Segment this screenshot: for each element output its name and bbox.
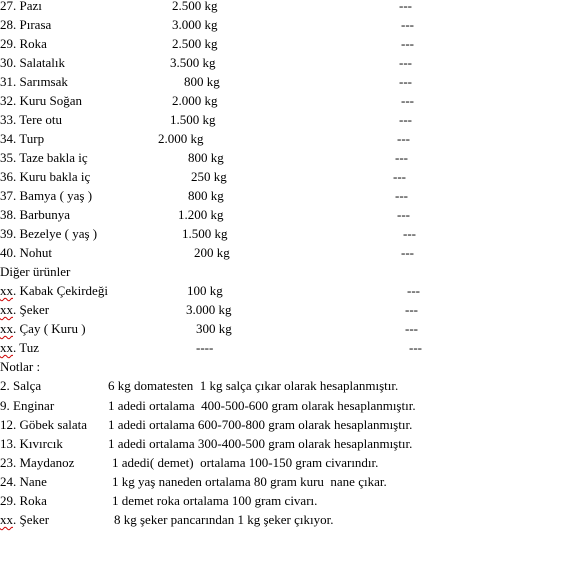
list-item: [0, 148, 408, 167]
product-name: 31. Sarımsak: [0, 74, 68, 89]
spellcheck-marked-text: xx: [0, 340, 13, 355]
product-quantity: 2.500 kg: [172, 0, 218, 13]
note-label: 2. Salça: [0, 378, 42, 393]
product-extra: ---: [397, 207, 410, 222]
notes-heading: Notlar :: [0, 359, 41, 374]
product-extra: ---: [395, 188, 408, 203]
product-name: 36. Kuru bakla iç: [0, 169, 91, 184]
product-quantity: 300 kg: [196, 321, 232, 336]
product-extra: ---: [407, 283, 420, 298]
list-item: [0, 205, 410, 224]
section-heading: Diğer ürünler: [0, 264, 71, 279]
note-text: 6 kg domatesten 1 kg salça çıkar olarak hesaplanmıştır.: [108, 378, 399, 393]
product-extra: ---: [399, 112, 412, 127]
product-name: . Tuz: [13, 340, 40, 355]
product-quantity: 250 kg: [191, 169, 227, 184]
note-text: 1 adedi ortalama 600-700-800 gram olarak hesaplanmıştır.: [108, 417, 413, 432]
note-label: 23. Maydanoz: [0, 455, 75, 470]
note-item: [0, 491, 318, 510]
note-item: [0, 434, 413, 453]
list-item: [0, 15, 414, 34]
list-item: [0, 300, 418, 319]
product-extra: ---: [401, 245, 414, 260]
note-text: 1 demet roka ortalama 100 gram civarı.: [112, 493, 318, 508]
note-item: [0, 453, 379, 472]
list-item: [0, 72, 412, 91]
list-item: [0, 167, 406, 186]
product-quantity: 100 kg: [187, 283, 223, 298]
product-name: . Şeker: [13, 302, 50, 317]
product-name: 32. Kuru Soğan: [0, 93, 82, 108]
product-extra: ---: [403, 226, 416, 241]
note-text: 1 kg yaş naneden ortalama 80 gram kuru nane çıkar.: [112, 474, 387, 489]
list-item: [0, 338, 422, 357]
product-name: 40. Nohut: [0, 245, 52, 260]
note-text: 1 adedi ortalama 400-500-600 gram olarak hesaplanmıştır.: [108, 398, 416, 413]
product-extra: ---: [393, 169, 406, 184]
product-quantity: 3.500 kg: [170, 55, 216, 70]
note-item: [0, 396, 416, 415]
list-item: [0, 281, 420, 300]
list-item: [0, 224, 416, 243]
product-extra: ---: [399, 0, 412, 13]
note-label: 12. Göbek salata: [0, 417, 88, 432]
product-extra: ---: [401, 17, 414, 32]
product-name: 35. Taze bakla iç: [0, 150, 88, 165]
product-name: 38. Barbunya: [0, 207, 71, 222]
product-quantity: 2.500 kg: [172, 36, 218, 51]
product-quantity: 2.000 kg: [172, 93, 218, 108]
product-extra: ---: [401, 93, 414, 108]
product-extra: ---: [399, 55, 412, 70]
product-quantity: 3.000 kg: [186, 302, 232, 317]
product-extra: ---: [405, 302, 418, 317]
product-extra: ---: [399, 74, 412, 89]
spellcheck-marked-text: xx: [0, 283, 13, 298]
list-item: [0, 186, 408, 205]
product-quantity: 1.500 kg: [182, 226, 228, 241]
note-label: 29. Roka: [0, 493, 47, 508]
product-name: 33. Tere otu: [0, 112, 63, 127]
product-name: 27. Pazı: [0, 0, 42, 13]
product-name: 30. Salatalık: [0, 55, 65, 70]
note-item: [0, 376, 399, 395]
list-item: [0, 53, 412, 72]
note-label: 13. Kıvırcık: [0, 436, 63, 451]
note-item: [0, 415, 413, 434]
note-text: 1 adedi ortalama 300-400-500 gram olarak hesaplanmıştır.: [108, 436, 413, 451]
spellcheck-marked-text: xx: [0, 302, 13, 317]
spellcheck-marked-text: xx: [0, 512, 13, 527]
product-extra: ---: [409, 340, 422, 355]
product-quantity: 800 kg: [188, 188, 224, 203]
product-name: 39. Bezelye ( yaş ): [0, 226, 98, 241]
list-item: [0, 319, 418, 338]
note-item: [0, 472, 387, 491]
product-quantity: 1.500 kg: [170, 112, 216, 127]
note-label: 24. Nane: [0, 474, 47, 489]
product-extra: ---: [395, 150, 408, 165]
product-quantity: 2.000 kg: [158, 131, 204, 146]
list-item: [0, 34, 414, 53]
list-item: [0, 0, 412, 15]
note-label: 9. Enginar: [0, 398, 55, 413]
product-name: . Çay ( Kuru ): [13, 321, 86, 336]
product-quantity: 800 kg: [184, 74, 220, 89]
list-item: [0, 110, 412, 129]
product-quantity: 200 kg: [194, 245, 230, 260]
product-extra: ---: [405, 321, 418, 336]
spellcheck-marked-text: xx: [0, 321, 13, 336]
product-name: . Kabak Çekirdeği: [13, 283, 108, 298]
note-item: xx. Şeker 8 kg şeker pancarından 1 kg şeker çıkıyor.: [0, 512, 334, 527]
product-quantity: 1.200 kg: [178, 207, 224, 222]
list-item: [0, 91, 414, 110]
note-text: 1 adedi( demet) ortalama 100-150 gram civarındır.: [112, 455, 379, 470]
product-name: 34. Turp: [0, 131, 45, 146]
product-quantity: ----: [196, 340, 214, 355]
product-quantity: 800 kg: [188, 150, 224, 165]
product-extra: ---: [401, 36, 414, 51]
product-extra: ---: [397, 131, 410, 146]
note-label: Şeker: [19, 512, 50, 527]
product-quantity: 3.000 kg: [172, 17, 218, 32]
note-text: 8 kg şeker pancarından 1 kg şeker çıkıyor.: [114, 512, 334, 527]
product-name: 28. Pırasa: [0, 17, 52, 32]
product-name: 37. Bamya ( yaş ): [0, 188, 93, 203]
product-name: 29. Roka: [0, 36, 47, 51]
list-item: [0, 129, 410, 148]
list-item: [0, 243, 414, 262]
